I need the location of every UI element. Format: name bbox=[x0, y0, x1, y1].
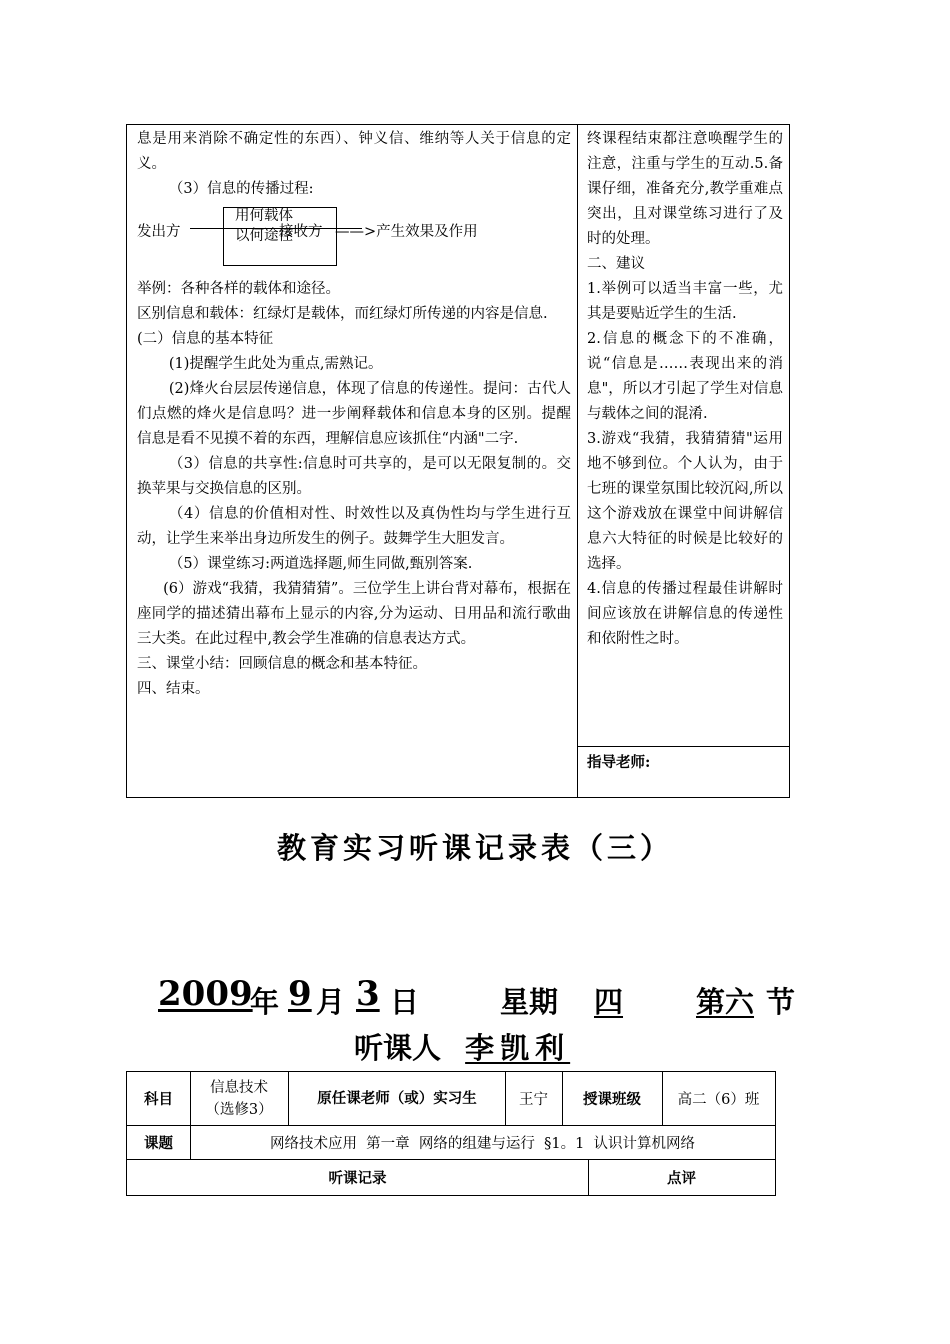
record-heading: (二）信息的基本特征 bbox=[137, 331, 274, 347]
subject-label: 科目 bbox=[144, 1091, 173, 1108]
record-line: 区别信息和载体：红绿灯是载体，而红绿灯所传递的内容是信息. bbox=[137, 306, 548, 322]
comment-text: 1.举例可以适当丰富一些，尤其是要贴近学生的生活. bbox=[587, 281, 783, 322]
listener-label: 听课人 bbox=[354, 1031, 442, 1065]
date-month: 9 bbox=[288, 974, 312, 1014]
topic-label: 课题 bbox=[144, 1134, 173, 1152]
subject-value-line: （选修3） bbox=[205, 1101, 273, 1118]
record-item: （4）信息的价值相对性、时效性以及真伪性均与学生进行互动，让学生来举出身边所发生的例子。鼓舞学生大胆发言。 bbox=[137, 506, 571, 547]
weekday-value: 四 bbox=[594, 985, 624, 1019]
record-item: （3）信息的共享性:信息时可共享的，是可以无限复制的。交换苹果与交换信息的区别。 bbox=[137, 456, 571, 497]
record-line: 四、结束。 bbox=[137, 681, 210, 697]
subject-value bbox=[190, 1072, 288, 1125]
diagram-sender: 发出方 bbox=[137, 224, 181, 240]
diagram-box-line2: 以何途径 bbox=[235, 228, 293, 244]
record-table-continued bbox=[126, 124, 790, 798]
teacher-label: 原任课老师（或）实习生 bbox=[317, 1089, 477, 1107]
date-month-unit: 月 bbox=[316, 985, 346, 1019]
class-value: 高二（6）班 bbox=[677, 1092, 760, 1108]
period-value: 第六 bbox=[696, 985, 755, 1019]
record-item: (2)烽火台层层传递信息，体现了信息的传递性。提问：古代人们点燃的烽火是信息吗？进一步阐释载体和信息本身的区别。提醒信息是看不见摸不着的东西，理解信息应该抓住“内涵"二字. bbox=[137, 381, 571, 447]
date-day: 3 bbox=[356, 974, 380, 1014]
communication-process-diagram bbox=[137, 202, 571, 277]
comment-header: 点评 bbox=[667, 1169, 696, 1187]
comment-text: 4.信息的传播过程最佳讲解时间应该放在讲解信息的传递性和依附性之时。 bbox=[587, 581, 783, 647]
comment-text: 2.信息的概念下的不准确，说“信息是……表现出来的消息"，所以才引起了学生对信息与载体之间的混淆. bbox=[587, 331, 783, 422]
date-year: 2009 bbox=[158, 974, 253, 1014]
subject-value-line: 信息技术 bbox=[210, 1079, 268, 1096]
comment-text: 3.游戏“我猜，我猜猜猜"运用地不够到位。个人认为，由于七班的课堂氛围比较沉闷,所以这个游戏放在课堂中间讲解信息六大特征的时候是比较好的选择。 bbox=[587, 431, 783, 572]
lesson-info-table bbox=[126, 1071, 776, 1196]
lesson-record-cell bbox=[127, 125, 578, 797]
listener-name: 李凯利 bbox=[465, 1031, 571, 1065]
comment-heading: 二、建议 bbox=[587, 256, 645, 272]
class-label: 授课班级 bbox=[583, 1091, 641, 1108]
record-item: (1)提醒学生此处为重点,需熟记。 bbox=[168, 356, 383, 372]
record-header: 听课记录 bbox=[328, 1169, 387, 1187]
weekday-label: 星期 bbox=[500, 985, 559, 1019]
record-item: (6）游戏“我猜，我猜猜猜”。三位学生上讲台背对幕布，根据在座同学的描述猜出幕布上显示的内容,分为运动、日用品和流行歌曲三大类。在此过程中,教会学生准确的信息表达方式。 bbox=[137, 581, 571, 647]
topic-value: 网络技术应用 第一章 网络的组建与运行 §1。1 认识计算机网络 bbox=[269, 1135, 696, 1152]
date-year-unit: 年 bbox=[250, 985, 280, 1019]
listener-line bbox=[354, 1026, 570, 1067]
diagram-result: ——>产生效果及作用 bbox=[335, 224, 478, 240]
page-title: 教育实习听课记录表（三） bbox=[276, 831, 673, 865]
comment-cell bbox=[578, 125, 789, 747]
date-day-unit: 日 bbox=[390, 985, 420, 1019]
instructor-label: 指导老师: bbox=[587, 754, 651, 771]
diagram-box-line1: 用何载体 bbox=[235, 208, 293, 224]
comment-column bbox=[578, 125, 789, 797]
record-line: 三、课堂小结：回顾信息的概念和基本特征。 bbox=[137, 656, 427, 672]
record-line: 举例：各种各样的载体和途径。 bbox=[137, 281, 340, 297]
comment-text: 终课程结束都注意唤醒学生的注意，注重与学生的互动.5.备课仔细，准备充分,教学重难点突出，且对课堂练习进行了及时的处理。 bbox=[587, 131, 783, 247]
period-unit: 节 bbox=[766, 985, 796, 1019]
record-item: （5）课堂练习:两道选择题,师生同做,甄别答案. bbox=[168, 556, 473, 572]
diagram-receiver: 接收方 bbox=[279, 224, 323, 240]
record-line: 息是用来消除不确定性的东西）、钟义信、维纳等人关于信息的定义。 bbox=[137, 131, 571, 172]
record-heading: （3）信息的传播过程: bbox=[168, 181, 314, 197]
teacher-value: 王宁 bbox=[519, 1092, 548, 1108]
col-divider bbox=[288, 1072, 289, 1125]
